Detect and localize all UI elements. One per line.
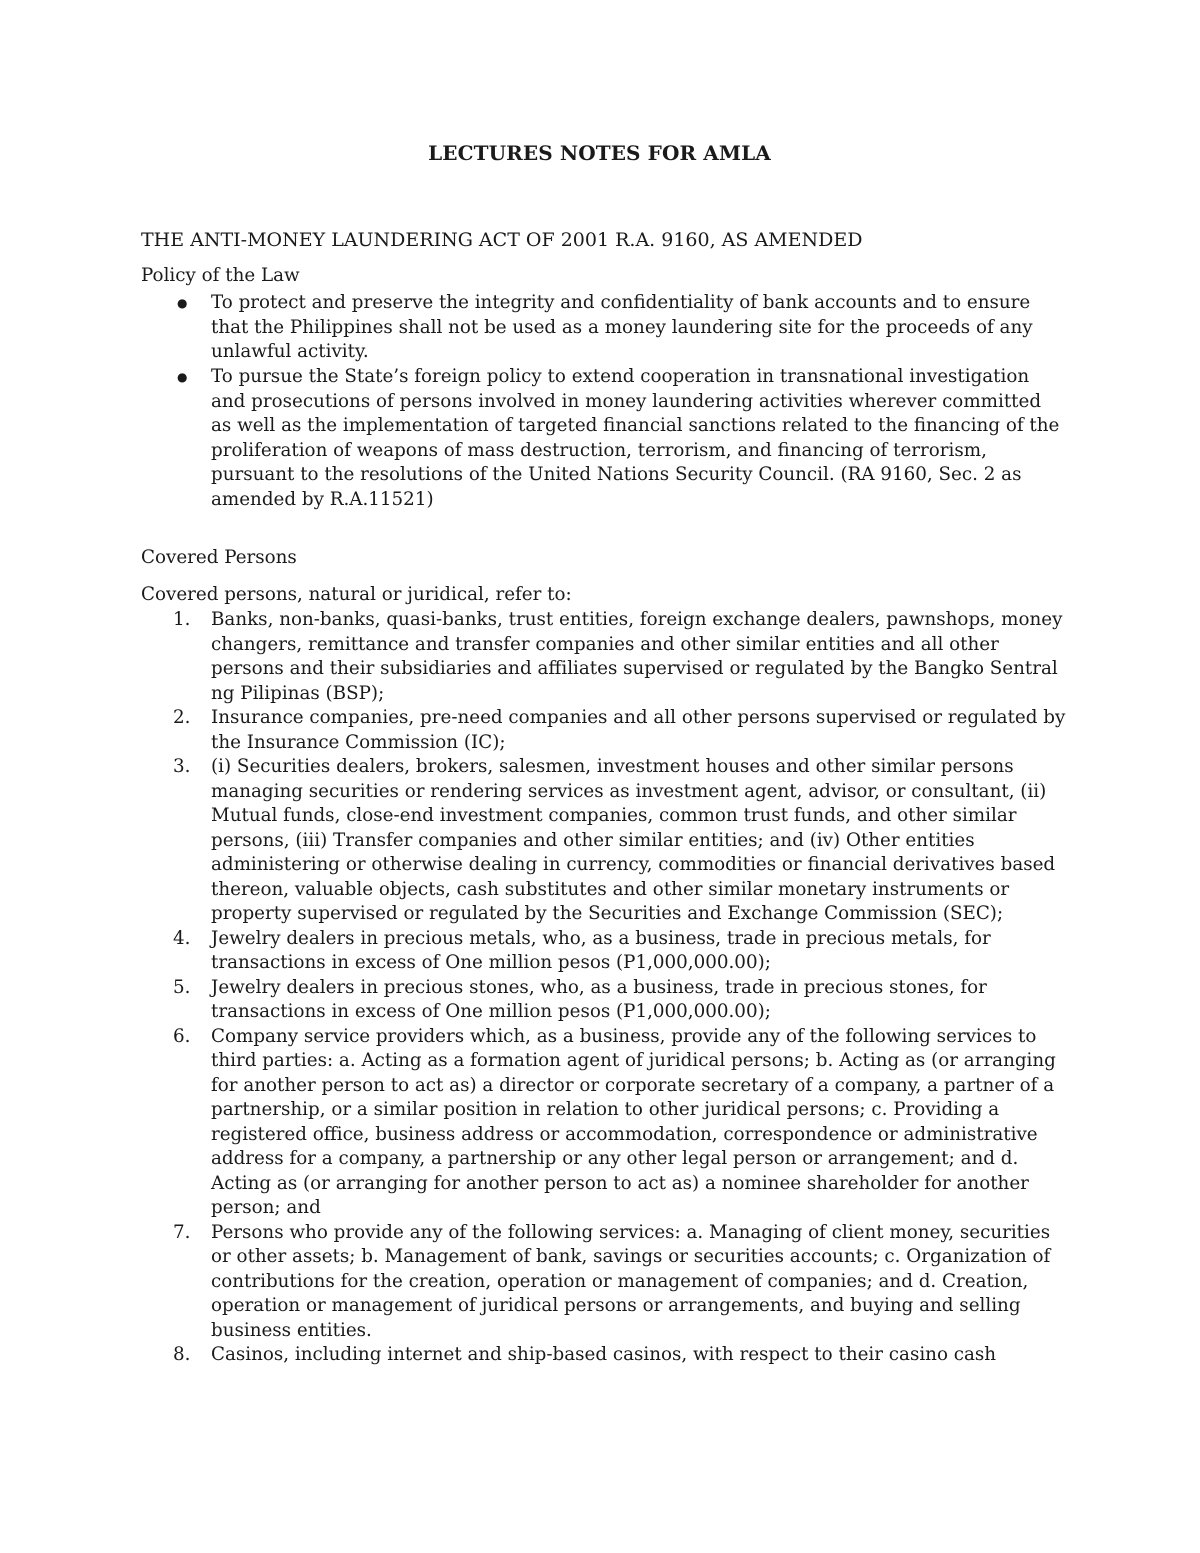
list-item-text: Company service providers which, as a business, provide any of the following services to third parties: a. Acting as a formation agent of juridical persons; b. Acting as (or arranging for another person to act as) a director or corporate secretary of a company, a partner of a partnership, or a similar position in relation to other juridical persons; c. Providing a registered office, business address or accommodation, correspondence or administrative address for a company, a partnership or any other legal person or arrangement; and d. Acting as (or arranging for another person to act as) a nominee shareholder for another person; and	[211, 1025, 1056, 1218]
covered-persons-intro: Covered persons, natural or juridical, refer to:	[141, 584, 572, 605]
policy-list	[141, 291, 1066, 512]
bullet-icon: ●	[177, 370, 188, 384]
list-number: 8.	[173, 1344, 191, 1365]
policy-item-text: To pursue the State’s foreign policy to extend cooperation in transnational investigation and prosecutions of persons involved in money laundering activities wherever committed as well as the implementation of targeted financial sanctions related to the financing of the proliferation of weapons of mass destruction, terrorism, and financing of terrorism, pursuant to the resolutions of the United Nations Security Council. (RA 9160, Sec. 2 as amended by R.A.11521)	[211, 366, 1060, 510]
list-item	[141, 976, 1066, 1025]
list-item-text: Banks, non-banks, quasi-banks, trust entities, foreign exchange dealers, pawnshops, money changers, remittance and transfer companies and other similar entities and all other persons and their subsidiaries and affiliates supervised or regulated by the Bangko Sentral ng Pilipinas (BSP);	[211, 609, 1063, 704]
list-item-text: Casinos, including internet and ship-based casinos, with respect to their casino cash	[211, 1344, 997, 1365]
list-number: 2.	[173, 707, 191, 728]
list-number: 1.	[173, 609, 191, 630]
list-item	[141, 608, 1066, 706]
list-number: 5.	[173, 976, 191, 998]
list-item-text: Persons who provide any of the following services: a. Managing of client money, securities or other assets; b. Management of bank, savings or securities accounts; c. Organization of contributions for the creation, operation or management of companies; and d. Creation, operation or management of juridical persons or arrangements, and buying and selling business entities.	[211, 1221, 1051, 1341]
list-number: 6.	[173, 1025, 191, 1047]
list-item-text: Insurance companies, pre-need companies and all other persons supervised or regulated by the Insurance Commission (IC);	[211, 707, 1066, 753]
list-item	[141, 755, 1066, 927]
covered-persons-heading: Covered Persons	[141, 547, 297, 568]
list-item	[141, 1025, 1066, 1221]
list-item	[141, 1221, 1066, 1344]
list-item	[141, 927, 1066, 976]
list-item-text: Jewelry dealers in precious stones, who, as a business, trade in precious stones, for transactions in excess of One million pesos (P1,000,000.00);	[211, 976, 987, 1022]
document-title: LECTURES NOTES FOR AMLA	[428, 141, 771, 165]
bullet-icon: ●	[177, 296, 188, 310]
covered-persons-list	[141, 608, 1066, 1368]
policy-label: Policy of the Law	[141, 265, 300, 286]
policy-item-text: To protect and preserve the integrity and confidentiality of bank accounts and to ensure that the Philippines shall not be used as a money laundering site for the proceeds of any unlawful activity.	[211, 292, 1033, 362]
list-number: 4.	[173, 927, 191, 949]
policy-item	[141, 365, 1066, 512]
policy-item	[141, 291, 1066, 365]
act-heading: THE ANTI-MONEY LAUNDERING ACT OF 2001 R.A. 9160, AS AMENDED	[141, 229, 863, 251]
list-number: 7.	[173, 1221, 191, 1243]
list-item-text: Jewelry dealers in precious metals, who, as a business, trade in precious metals, for transactions in excess of One million pesos (P1,000,000.00);	[211, 927, 991, 973]
list-item	[141, 706, 1066, 755]
list-item	[141, 1343, 1066, 1368]
list-number: 3.	[173, 756, 191, 777]
list-item-text: (i) Securities dealers, brokers, salesmen, investment houses and other similar persons managing securities or rendering services as investment agent, advisor, or consultant, (ii) Mutual funds, close-end investment companies, common trust funds, and other similar persons, (iii) Transfer companies and other similar entities; and (iv) Other entities administering or otherwise dealing in currency, commodities or financial derivatives based thereon, valuable objects, cash substitutes and other similar monetary instruments or property supervised or regulated by the Securities and Exchange Commission (SEC);	[211, 756, 1056, 924]
